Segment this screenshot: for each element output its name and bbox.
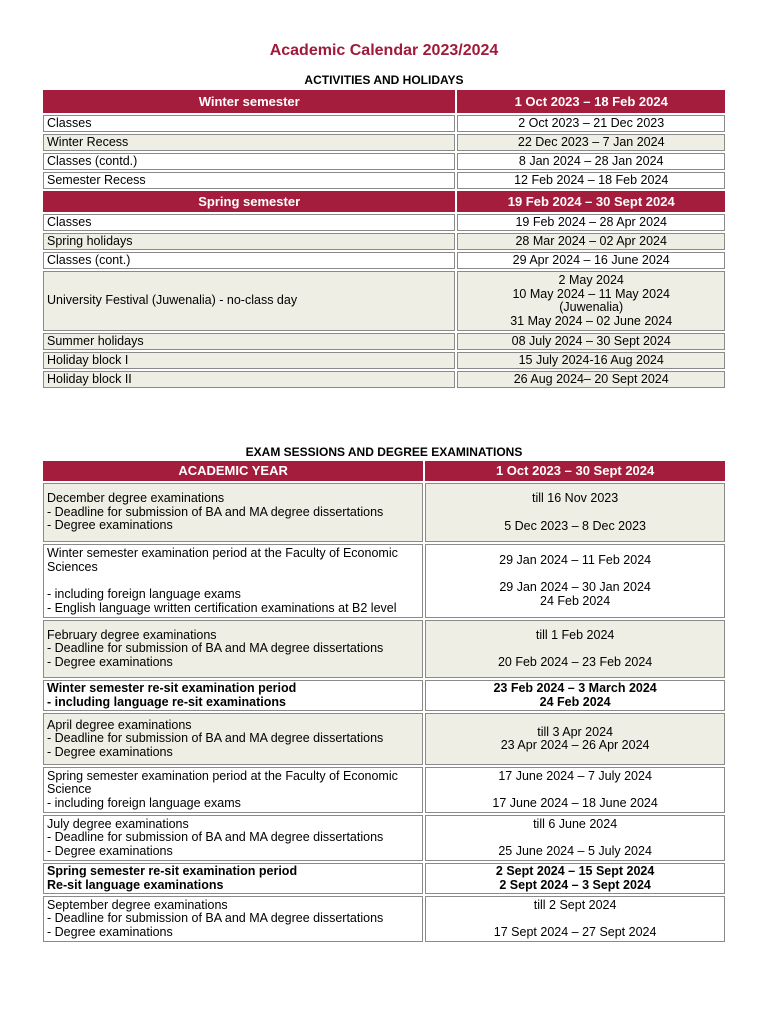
activities-table	[41, 88, 727, 390]
activity-cell: Classes (contd.)	[43, 153, 455, 170]
table-row	[43, 483, 725, 542]
description-line: April degree examinations	[47, 717, 192, 732]
line-gap	[429, 567, 721, 581]
date-line: till 3 Apr 2024	[537, 724, 613, 739]
table-row	[43, 214, 725, 231]
date-line: 10 May 2024 – 11 May 2024	[512, 286, 670, 301]
header-label: Spring semester	[43, 191, 455, 212]
dates-cell: 26 Aug 2024– 20 Sept 2024	[457, 371, 725, 388]
activity-cell: Holiday block II	[43, 371, 455, 388]
date-line: 2 Sept 2024 – 3 Sept 2024	[499, 877, 651, 892]
description-line: - Deadline for submission of BA and MA degree dissertations	[47, 911, 384, 926]
description-line: September degree examinations	[47, 897, 228, 912]
line-gap	[47, 574, 419, 588]
date-line: till 1 Feb 2024	[535, 627, 615, 642]
description-line: July degree examinations	[47, 816, 189, 831]
table-row	[43, 252, 725, 269]
date-line: 2 May 2024	[558, 273, 624, 287]
exam-dates-cell	[425, 896, 725, 942]
description-line: Winter semester re-sit examination period	[47, 681, 297, 695]
date-line: 17 Sept 2024 – 27 Sept 2024	[493, 925, 657, 939]
date-line: 29 Jan 2024 – 30 Jan 2024	[499, 580, 651, 595]
line-gap	[429, 642, 721, 656]
date-line: 23 Feb 2024 – 3 March 2024	[493, 681, 657, 695]
table-row	[43, 153, 725, 170]
table-row	[43, 863, 725, 894]
exam-description-cell	[43, 620, 423, 678]
description-line: - Degree examinations	[47, 744, 173, 759]
dates-cell: 2 Oct 2023 – 21 Dec 2023	[457, 115, 725, 132]
exams-table	[41, 459, 727, 944]
table-row	[43, 115, 725, 132]
academic-year-header	[43, 461, 725, 481]
table-row	[43, 233, 725, 250]
exam-rows	[43, 483, 725, 942]
table-row	[43, 620, 725, 678]
date-line: 24 Feb 2024	[539, 694, 611, 709]
description-line: Re-sit language examinations	[47, 877, 224, 892]
date-line: 31 May 2024 – 02 June 2024	[510, 313, 673, 328]
date-line: till 2 Sept 2024	[533, 897, 617, 912]
dates-cell: 19 Feb 2024 – 28 Apr 2024	[457, 214, 725, 231]
description-line: December degree examinations	[47, 491, 225, 506]
exam-dates-cell	[425, 863, 725, 894]
description-line: - Deadline for submission of BA and MA degree dissertations	[47, 731, 384, 746]
line-gap	[429, 506, 721, 520]
dates-cell: 08 July 2024 – 30 Sept 2024	[457, 333, 725, 350]
activities-heading: ACTIVITIES AND HOLIDAYS	[304, 73, 464, 87]
exams-heading: EXAM SESSIONS AND DEGREE EXAMINATIONS	[245, 445, 523, 459]
description-line: - Deadline for submission of BA and MA degree dissertations	[47, 641, 384, 656]
date-line: (Juwenalia)	[559, 300, 624, 314]
exam-description-cell	[43, 483, 423, 542]
description-line: Spring semester examination period at the Faculty of Economic	[47, 768, 398, 783]
dates-cell: 15 July 2024-16 Aug 2024	[457, 352, 725, 369]
exam-dates-cell	[425, 713, 725, 765]
dates-cell: 29 Apr 2024 – 16 June 2024	[457, 252, 725, 269]
dates-cell: 28 Mar 2024 – 02 Apr 2024	[457, 233, 725, 250]
exam-dates-cell	[425, 767, 725, 813]
activity-cell: Spring holidays	[43, 233, 455, 250]
date-line: 25 June 2024 – 5 July 2024	[498, 844, 652, 858]
header-label: ACADEMIC YEAR	[43, 461, 423, 481]
date-line: 5 Dec 2023 – 8 Dec 2023	[504, 518, 646, 533]
date-line: 17 June 2024 – 18 June 2024	[492, 796, 658, 810]
description-line: - including language re-sit examinations	[47, 694, 286, 709]
exam-description-cell	[43, 767, 423, 813]
exam-dates-cell	[425, 815, 725, 861]
exam-description-cell	[43, 815, 423, 861]
header-dates: 1 Oct 2023 – 30 Sept 2024	[425, 461, 725, 481]
description-line: - Degree examinations	[47, 518, 173, 533]
page-title: Academic Calendar 2023/2024	[269, 42, 499, 59]
description-line: Spring semester re-sit examination period	[47, 864, 298, 878]
description-line: Winter semester examination period at the Faculty of Economic	[47, 546, 398, 560]
description-line: February degree examinations	[47, 627, 217, 642]
date-line: 24 Feb 2024	[540, 593, 611, 608]
header-label: Winter semester	[43, 90, 455, 113]
table-row	[43, 896, 725, 942]
description-line: - Deadline for submission of BA and MA degree dissertations	[47, 830, 384, 845]
table-row	[43, 680, 725, 711]
activity-cell: Semester Recess	[43, 172, 455, 189]
description-line: - Degree examinations	[47, 843, 173, 858]
table-row	[43, 767, 725, 813]
description-line: - Deadline for submission of BA and MA degree dissertations	[47, 504, 384, 519]
description-line: Science	[47, 782, 92, 797]
exam-description-cell	[43, 713, 423, 765]
date-line: till 16 Nov 2023	[532, 491, 619, 505]
exam-dates-cell	[425, 483, 725, 542]
description-line: - including foreign language exams	[47, 795, 241, 810]
table-row	[43, 371, 725, 388]
description-line: - English language written certification examinations at B2 level	[47, 600, 397, 615]
table-row	[43, 134, 725, 151]
exam-description-cell	[43, 896, 423, 942]
table-row	[43, 352, 725, 369]
dates-cell: 8 Jan 2024 – 28 Jan 2024	[457, 153, 725, 170]
exam-description-cell	[43, 680, 423, 711]
exam-dates-cell	[425, 544, 725, 618]
table-row	[43, 172, 725, 189]
dates-cell: 12 Feb 2024 – 18 Feb 2024	[457, 172, 725, 189]
header-dates: 1 Oct 2023 – 18 Feb 2024	[457, 90, 725, 113]
description-line: - Degree examinations	[47, 654, 173, 669]
description-line: - Degree examinations	[47, 924, 173, 939]
exam-description-cell	[43, 544, 423, 618]
header-dates: 19 Feb 2024 – 30 Sept 2024	[457, 191, 725, 212]
activity-cell: Classes (cont.)	[43, 252, 455, 269]
description-line: - including foreign language exams	[47, 587, 241, 601]
activity-cell: Summer holidays	[43, 333, 455, 350]
exam-dates-cell	[425, 680, 725, 711]
dates-cell: 22 Dec 2023 – 7 Jan 2024	[457, 134, 725, 151]
activity-cell: Winter Recess	[43, 134, 455, 151]
date-line: 17 June 2024 – 7 July 2024	[498, 768, 652, 783]
activity-cell: University Festival (Juwenalia) - no-class day	[43, 271, 455, 331]
activity-cell: Holiday block I	[43, 352, 455, 369]
table-row	[43, 815, 725, 861]
date-line: till 6 June 2024	[533, 816, 618, 831]
date-line: 2 Sept 2024 – 15 Sept 2024	[495, 864, 655, 878]
exam-description-cell	[43, 863, 423, 894]
line-gap	[429, 783, 721, 797]
date-line: 20 Feb 2024 – 23 Feb 2024	[497, 655, 653, 669]
exam-dates-cell	[425, 620, 725, 678]
date-line: 23 Apr 2024 – 26 Apr 2024	[500, 738, 650, 752]
table-row	[43, 333, 725, 350]
spring-semester-header	[43, 191, 725, 212]
description-line: Sciences	[47, 559, 98, 574]
activity-cell: Classes	[43, 214, 455, 231]
winter-semester-header	[43, 90, 725, 113]
table-row	[43, 713, 725, 765]
table-row	[43, 271, 725, 331]
line-gap	[429, 912, 721, 926]
date-line: 29 Jan 2024 – 11 Feb 2024	[499, 552, 652, 567]
activity-cell: Classes	[43, 115, 455, 132]
dates-cell	[457, 271, 725, 331]
line-gap	[429, 831, 721, 845]
table-row	[43, 544, 725, 618]
